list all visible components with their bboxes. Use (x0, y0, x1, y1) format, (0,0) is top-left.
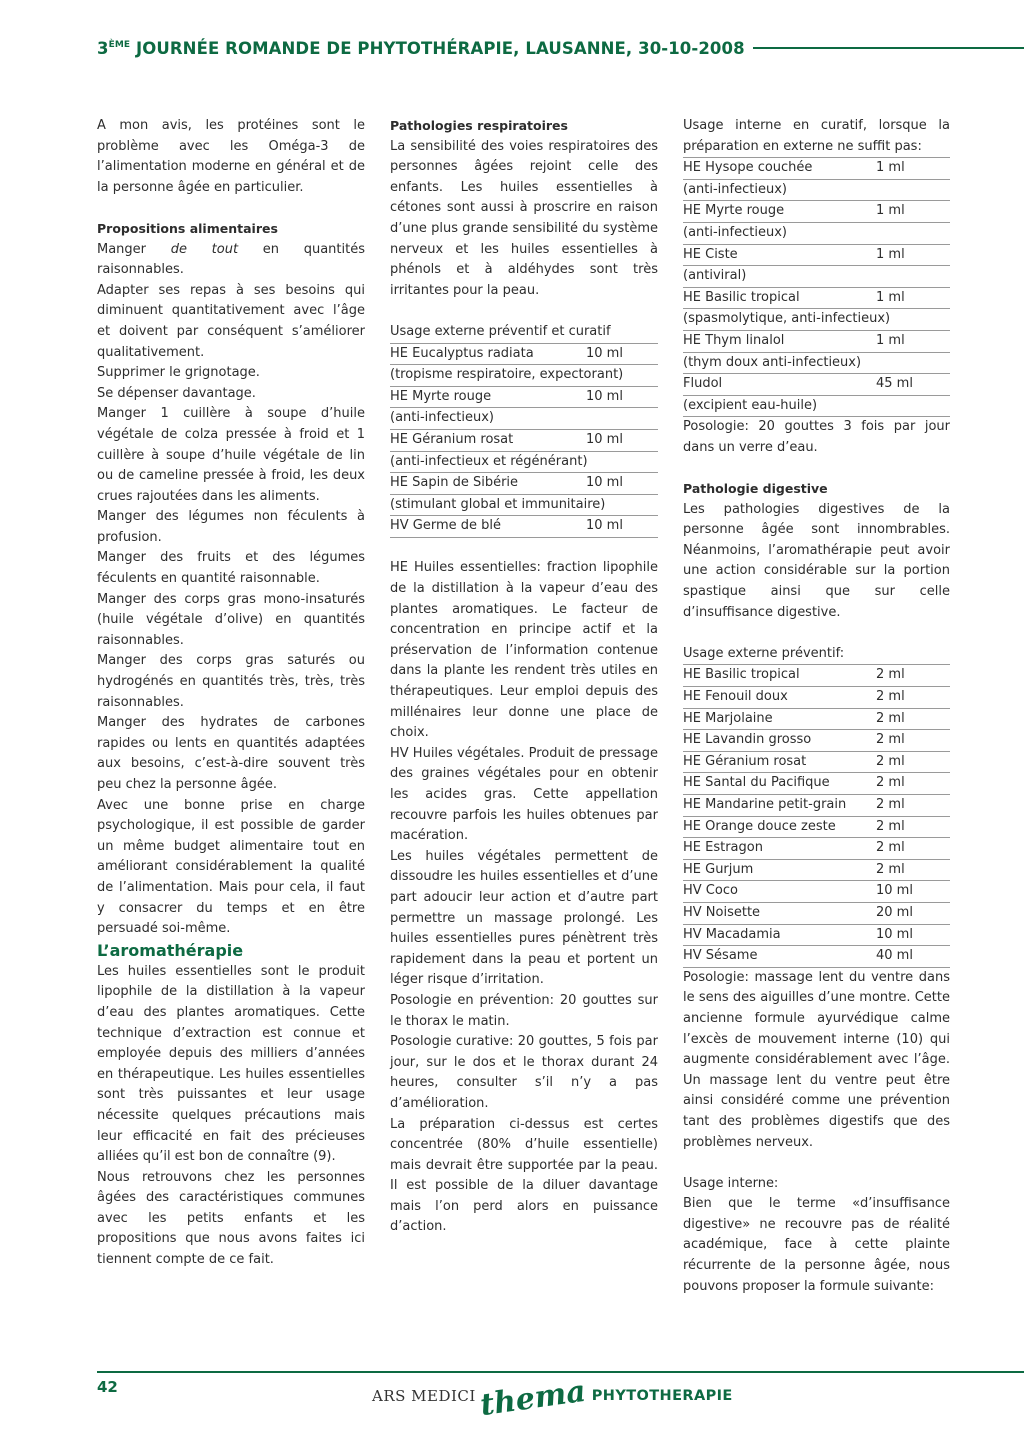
recipe-row (683, 838, 950, 860)
paragraph: HE Huiles essentielles: fraction lipophile de la distillation à la vapeur d’eau des plantes aromatiques. Le facteur de concentration en principe actif et la préservation de l’information contenue dans la plante les rendent très utiles en thérapeutiques. Leur emploi depuis des millénaires leur donne une place de choix. (390, 560, 658, 741)
recipe-row (683, 817, 950, 839)
ingredient-name: HV Coco (683, 883, 738, 899)
logo-thema: thema (477, 1373, 588, 1423)
paragraph: Manger des corps gras saturés ou hydrogénés en quantités très, très, très raisonnables. (97, 653, 365, 710)
header-title (97, 39, 745, 58)
paragraph: A mon avis, les protéines sont le problème avec les Oméga-3 de l’alimentation moderne en général et de la personne âgée en particulier. (97, 118, 365, 195)
recipe-row (390, 516, 658, 538)
recipe-table (390, 344, 658, 538)
recipe-row (683, 925, 950, 947)
section-heading-aromatherapie: L’aromathérapie (97, 940, 244, 960)
ingredient-name: HE Santal du Pacifique (683, 775, 830, 791)
ingredient-name: HE Géranium rosat (390, 431, 514, 447)
paragraph: Les huiles essentielles sont le produit lipophile de la distillation à la vapeur d’eau des plantes aromatiques. Cette technique d’extraction est connue et employée depuis des milliers d’années en thérapeutique. Les huiles essentielles sont très puissantes et leur usage nécessite quelques précautions mais leur efficacité en fait des précieuses alliées qu’il est bon de connaître (9). (97, 963, 365, 1165)
ingredient-name: HV Noisette (683, 904, 761, 920)
paragraph: Usage interne: (683, 1175, 779, 1191)
ingredient-note: (spasmolytique, anti-infectieux) (683, 309, 950, 331)
ingredient-name: HV Sésame (683, 948, 758, 964)
paragraph: Manger des corps gras mono-insaturés (huile végétale d’olive) en quantités raisonnables. (97, 591, 365, 648)
ingredient-qty: 1 ml (876, 160, 905, 176)
ingredient-name: HE Géranium rosat (683, 753, 807, 769)
recipe-row (683, 331, 950, 353)
ingredient-qty: 2 ml (876, 710, 905, 726)
ingredient-qty: 1 ml (876, 289, 905, 305)
page-number: 42 (97, 1378, 118, 1396)
paragraph (97, 240, 365, 281)
ingredient-name: HE Gurjum (683, 861, 754, 877)
text: Manger (97, 241, 171, 257)
section-name: PHYTOTHERAPIE (591, 1388, 733, 1404)
ingredient-note: (anti-infectieux) (390, 408, 658, 430)
ingredient-qty: 10 ml (586, 431, 623, 447)
paragraph: Manger des légumes non féculents à profusion. (97, 509, 365, 545)
header-title-rest: JOURNÉE ROMANDE DE PHYTOTHÉRAPIE, LAUSANNE, 30-10-2008 (130, 38, 745, 58)
header-rule (753, 47, 1024, 49)
paragraph: Posologie en prévention: 20 gouttes sur le thorax le matin. (390, 992, 658, 1029)
recipe-row (683, 245, 950, 267)
recipe-row (683, 730, 950, 752)
paragraph: Manger des hydrates de carbones rapides ou lents en quantités adaptées aux besoins, c’est-à-dire souvent très peu chez la personne âgée. (97, 715, 365, 792)
recipe-row (390, 344, 658, 366)
paragraph: Manger 1 cuillère à soupe d’huile végétale de colza pressée à froid et 1 cuillère à soupe d’huile végétale de lin ou de cameline pressée à froid, les deux crues rajoutées dans les aliments. (97, 406, 365, 504)
ingredient-note: (stimulant global et immunitaire) (390, 495, 658, 517)
paragraph: Posologie: 20 gouttes 3 fois par jour dans un verre d’eau. (683, 419, 950, 455)
ingredient-qty: 1 ml (876, 332, 905, 348)
ingredient-qty: 2 ml (876, 732, 905, 748)
paragraph: Supprimer le grignotage. (97, 365, 260, 381)
ingredient-qty: 2 ml (876, 840, 905, 856)
running-header (97, 34, 1024, 62)
ingredient-note: (antiviral) (683, 266, 950, 288)
ingredient-qty: 2 ml (876, 861, 905, 877)
ingredient-name: HV Germe de blé (390, 518, 502, 534)
paragraph: Bien que le terme «d’insuffisance digestive» ne recouvre pas de réalité académique, face à cette plainte récurrente de la personne âgée, nous pouvons proposer la formule suivante: (683, 1196, 950, 1294)
ingredient-name: HE Myrte rouge (683, 203, 785, 219)
column-3 (683, 116, 950, 1297)
recipe-row (390, 430, 658, 452)
ingredient-name: HE Ciste (683, 246, 738, 262)
recipe-row (683, 665, 950, 687)
recipe-row (683, 860, 950, 882)
ingredient-name: Fludol (683, 376, 723, 392)
ingredient-qty: 2 ml (876, 667, 905, 683)
ingredient-name: HE Myrte rouge (390, 388, 492, 404)
ingredient-name: HE Basilic tropical (683, 667, 800, 683)
ingredient-name: HE Estragon (683, 840, 763, 856)
recipe-row (683, 158, 950, 180)
paragraph: La sensibilité des voies respiratoires des personnes âgées rejoint celle des enfants. Les huiles essentielles à cétones sont aussi à proscrire en raison d’une plus grande sensibilité du système nerveux et les huiles essentielles à phénols et à aldéhydes sont très irritantes pour la peau. (390, 138, 658, 298)
ingredient-name: HE Marjolaine (683, 710, 773, 726)
subheading-respiratoires: Pathologies respiratoires (390, 118, 568, 133)
column-2 (390, 116, 658, 1238)
ingredient-note: (anti-infectieux) (683, 180, 950, 202)
recipe-row (683, 709, 950, 731)
ingredient-qty: 20 ml (876, 904, 913, 920)
emphasis: de tout (170, 241, 239, 257)
ingredient-name: HE Mandarine petit-grain (683, 797, 847, 812)
recipe-row (683, 881, 950, 903)
paragraph: Avec une bonne prise en charge psychologique, il est possible de garder un même budget alimentaire tout en améliorant considérablement la qualité de l’alimentation. Mais pour cela, il faut y consacrer du temps et en être persuadé soi-même. (97, 797, 365, 937)
paragraph: Posologie curative: 20 gouttes, 5 fois par jour, sur le dos et le thorax durant 24 heures, consulter s’il n’y a pas d’amélioration. (390, 1034, 658, 1111)
paragraph: Manger des fruits et des légumes féculents en quantité raisonnable. (97, 550, 365, 587)
ingredient-name: HE Thym linalol (683, 332, 785, 348)
paragraph: Se dépenser davantage. (97, 385, 256, 401)
ingredient-name: HE Fenouil doux (683, 689, 788, 705)
ingredient-qty: 2 ml (876, 689, 905, 705)
ingredient-qty: 10 ml (586, 345, 623, 361)
journal-logo (372, 1373, 733, 1423)
ingredient-name: HE Sapin de Sibérie (390, 475, 519, 491)
recipe-title: Usage externe préventif et curatif (390, 322, 658, 344)
recipe-table-internal (683, 158, 950, 417)
recipe-row (683, 946, 950, 968)
ingredient-qty: 2 ml (876, 797, 905, 812)
subheading-propositions: Propositions alimentaires (97, 220, 278, 236)
recipe-row (390, 473, 658, 495)
recipe-row (683, 795, 950, 817)
paragraph: Posologie: massage lent du ventre dans le sens des aiguilles d’une montre. Cette ancienne formule ayurvédique calme l’excès de mouvement interne (10) qui augmente considérablement avec l’âge. Un massage lent du ventre peut être ainsi considéré comme une prévention tant des problèmes digestifs que des problèmes nerveux. (683, 969, 950, 1150)
paragraph: Usage interne en curatif, lorsque la préparation en externe ne suffit pas: (683, 116, 950, 158)
recipe-row (683, 687, 950, 709)
ingredient-note: (excipient eau-huile) (683, 396, 950, 418)
ingredient-note: (anti-infectieux) (683, 223, 950, 245)
recipe-table-massage (683, 665, 950, 967)
ingredient-name: HE Orange douce zeste (683, 818, 836, 834)
ingredient-name: HE Lavandin grosso (683, 732, 812, 748)
paragraph: Les huiles végétales permettent de dissoudre les huiles essentielles et d’une part adoucir leur action et d’autre part permettre un massage prolongé. Les huiles essentielles pures pénètrent très rapidement dans la peau et portent un léger risque d’irritation. (390, 848, 658, 988)
paragraph: La préparation ci-dessus est certes concentrée (80% d’huile essentielle) mais devrait être supportée par la peau. Il est possible de la diluer davantage mais l’on perd alors en puissance d’action. (390, 1116, 658, 1235)
ingredient-qty: 2 ml (876, 818, 905, 834)
ingredient-name: HE Hysope couchée (683, 160, 813, 176)
ingredient-qty: 45 ml (876, 376, 913, 392)
recipe-row (683, 288, 950, 310)
recipe-row (683, 374, 950, 396)
ingredient-note: (thym doux anti-infectieux) (683, 353, 950, 375)
paragraph: Les pathologies digestives de la personne âgée sont innombrables. Néanmoins, l’aromathérapie peut avoir une action considérable sur la portion spastique ainsi que sur celle d’insuffisance digestive. (683, 501, 950, 620)
ingredient-qty: 40 ml (876, 948, 913, 964)
ingredient-name: HE Eucalyptus radiata (390, 345, 534, 361)
header-title-sup: ÈME (108, 39, 131, 50)
logo-ars-medici: ARS MEDICI (372, 1387, 476, 1405)
ingredient-note: (tropisme respiratoire, expectorant) (390, 365, 658, 387)
ingredient-note: (anti-infectieux et régénérant) (390, 452, 658, 474)
recipe-row (683, 773, 950, 795)
ingredient-qty: 1 ml (876, 203, 905, 219)
recipe-row (683, 903, 950, 925)
subheading-digestive: Pathologie digestive (683, 481, 828, 497)
column-1 (97, 116, 365, 1271)
ingredient-qty: 2 ml (876, 753, 905, 769)
ingredient-name: HV Macadamia (683, 926, 781, 942)
paragraph: Nous retrouvons chez les personnes âgées des caractéristiques communes avec les petits enfants et les propositions que nous avons faites ici tiennent compte de ce fait. (97, 1169, 365, 1268)
recipe-row (683, 752, 950, 774)
recipe-row (390, 387, 658, 409)
ingredient-name: HE Basilic tropical (683, 289, 800, 305)
ingredient-qty: 10 ml (876, 883, 913, 899)
text: en quantités raisonnables. (97, 241, 365, 278)
paragraph: Adapter ses repas à ses besoins qui diminuent quantitativement avec l’âge et doivent par conséquent s’améliorer qualitativement. (97, 282, 365, 360)
footer-rule (97, 1371, 1024, 1373)
ingredient-qty: 10 ml (586, 388, 623, 404)
paragraph: HV Huiles végétales. Produit de pressage des graines végétales pour en obtenir les acides gras. Cette appellation recouvre parfois les huiles obtenues par macération. (390, 745, 659, 844)
ingredient-qty: 10 ml (586, 518, 623, 534)
recipe-row (683, 201, 950, 223)
ingredient-qty: 1 ml (876, 246, 905, 262)
header-title-prefix: 3 (97, 38, 109, 58)
ingredient-qty: 10 ml (876, 926, 913, 942)
ingredient-qty: 10 ml (586, 475, 623, 491)
ingredient-qty: 2 ml (876, 775, 905, 791)
recipe-title: Usage externe préventif: (683, 644, 950, 666)
